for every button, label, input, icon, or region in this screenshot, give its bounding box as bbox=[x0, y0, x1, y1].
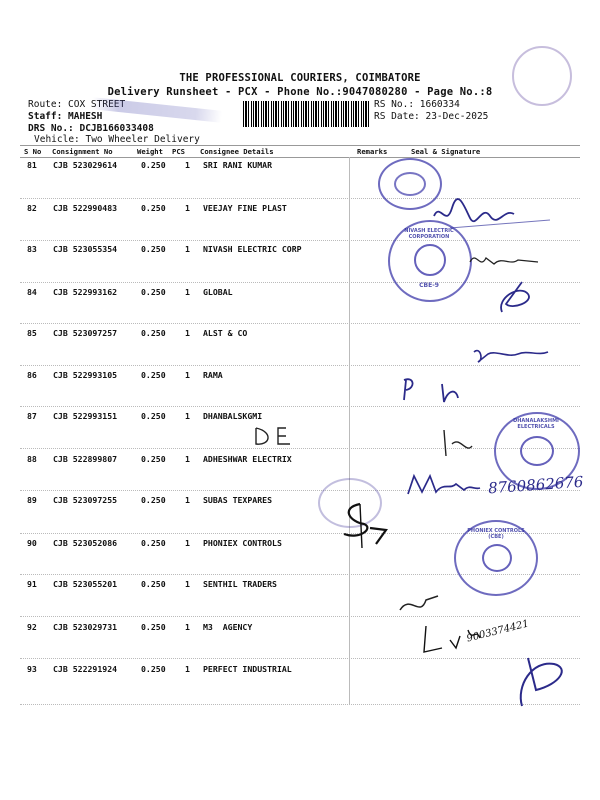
rs-number: RS No.: 1660334 bbox=[374, 99, 460, 110]
row-consignment: CJB 522990483 bbox=[53, 203, 118, 213]
col-seal: Seal & Signature bbox=[411, 147, 481, 156]
row-sno: 92 bbox=[27, 622, 37, 632]
row-sno: 93 bbox=[27, 664, 37, 674]
col-pcs: PCS bbox=[172, 147, 185, 156]
row-sno: 86 bbox=[27, 370, 37, 380]
row-weight: 0.250 bbox=[141, 579, 166, 589]
row-weight: 0.250 bbox=[141, 370, 166, 380]
row-pcs: 1 bbox=[185, 328, 190, 338]
signature-global bbox=[492, 278, 542, 318]
row-sno: 87 bbox=[27, 411, 37, 421]
row-pcs: 1 bbox=[185, 370, 190, 380]
row-weight: 0.250 bbox=[141, 328, 166, 338]
row-sno: 88 bbox=[27, 454, 37, 464]
row-pcs: 1 bbox=[185, 495, 190, 505]
signature-nivash bbox=[468, 248, 548, 272]
row-consignee: ADHESHWAR ELECTRIX bbox=[203, 454, 292, 464]
row-consignment: CJB 523097255 bbox=[53, 495, 118, 505]
row-consignment: CJB 523055201 bbox=[53, 579, 118, 589]
row-weight: 0.250 bbox=[141, 495, 166, 505]
row-consignment: CJB 523029731 bbox=[53, 622, 118, 632]
row-weight: 0.250 bbox=[141, 538, 166, 548]
phoniex-company-stamp bbox=[454, 520, 538, 596]
row-consignee: GLOBAL bbox=[203, 287, 233, 297]
row-consignee: M3 AGENCY bbox=[203, 622, 253, 632]
row-rule bbox=[20, 240, 580, 241]
row-pcs: 1 bbox=[185, 160, 190, 170]
table-row bbox=[0, 328, 600, 344]
col-consignment: Consignment No bbox=[52, 147, 113, 156]
row-consignment: CJB 523055354 bbox=[53, 244, 118, 254]
signature-alst bbox=[398, 344, 568, 414]
drs-number: DRS No.: DCJB166033408 bbox=[28, 123, 154, 134]
row-sno: 90 bbox=[27, 538, 37, 548]
row-weight: 0.250 bbox=[141, 244, 166, 254]
row-sno: 81 bbox=[27, 160, 37, 170]
row-weight: 0.250 bbox=[141, 664, 166, 674]
row-pcs: 1 bbox=[185, 622, 190, 632]
smudge-mark bbox=[92, 97, 223, 123]
handwritten-phone: 9003374421 bbox=[465, 618, 531, 645]
signature-subas bbox=[330, 500, 400, 550]
row-sno: 91 bbox=[27, 579, 37, 589]
row-consignment: CJB 522291924 bbox=[53, 664, 118, 674]
row-pcs: 1 bbox=[185, 287, 190, 297]
signature-mani bbox=[404, 470, 484, 500]
row-sno: 83 bbox=[27, 244, 37, 254]
row-consignee: SUBAS TEXPARES bbox=[203, 495, 273, 505]
handwritten-phone: 8760862676 bbox=[487, 472, 584, 498]
row-sno: 85 bbox=[27, 328, 37, 338]
row-weight: 0.250 bbox=[141, 454, 166, 464]
header-bottom-rule bbox=[20, 157, 580, 158]
stamp-text: PHONIEX CONTROLS (CBE) bbox=[467, 528, 525, 540]
row-consignment: CJB 522899807 bbox=[53, 454, 118, 464]
col-sno: S No bbox=[24, 147, 42, 156]
row-sno: 89 bbox=[27, 495, 37, 505]
row-consignee: SRI RANI KUMAR bbox=[203, 160, 273, 170]
row-consignee: PERFECT INDUSTRIAL bbox=[203, 664, 292, 674]
row-pcs: 1 bbox=[185, 203, 190, 213]
row-weight: 0.250 bbox=[141, 160, 166, 170]
corner-stamp bbox=[512, 46, 572, 106]
row-consignment: CJB 522993162 bbox=[53, 287, 118, 297]
row-pcs: 1 bbox=[185, 538, 190, 548]
row-rule bbox=[20, 658, 580, 659]
stamp-text: NIVASH ELECTRIC CORPORATION bbox=[404, 228, 454, 240]
col-weight: Weight bbox=[137, 147, 163, 156]
row-weight: 0.250 bbox=[141, 411, 166, 421]
signature-dhanbal bbox=[440, 426, 480, 462]
row-consignee: ALST & CO bbox=[203, 328, 248, 338]
row-consignee: SENTHIL TRADERS bbox=[203, 579, 277, 589]
rs-date: RS Date: 23-Dec-2025 bbox=[374, 111, 489, 122]
row-pcs: 1 bbox=[185, 411, 190, 421]
staff-label: Staff: MAHESH bbox=[28, 111, 103, 122]
table-row bbox=[0, 160, 600, 176]
nivash-company-stamp bbox=[388, 220, 472, 302]
row-consignment: CJB 523029614 bbox=[53, 160, 118, 170]
row-weight: 0.250 bbox=[141, 622, 166, 632]
signature-perfect bbox=[510, 650, 580, 710]
row-consignment: CJB 522993151 bbox=[53, 411, 118, 421]
row-consignment: CJB 523052086 bbox=[53, 538, 118, 548]
col-consignee: Consignee Details bbox=[200, 147, 274, 156]
row-consignee: VEEJAY FINE PLAST bbox=[203, 203, 287, 213]
company-title: THE PROFESSIONAL COURIERS, COIMBATORE bbox=[179, 72, 421, 84]
table-row bbox=[0, 495, 600, 511]
header-top-rule bbox=[20, 145, 580, 146]
runsheet-title: Delivery Runsheet - PCX - Phone No.:9047080280 - Page No.:8 bbox=[107, 86, 493, 98]
barcode bbox=[243, 101, 369, 127]
row-sno: 82 bbox=[27, 203, 37, 213]
row-pcs: 1 bbox=[185, 454, 190, 464]
handwritten-de bbox=[250, 424, 310, 448]
row-consignee: PHONIEX CONTROLS bbox=[203, 538, 282, 548]
col-remarks: Remarks bbox=[357, 147, 388, 156]
signature-senthil bbox=[396, 588, 446, 618]
row-pcs: 1 bbox=[185, 664, 190, 674]
row-rule bbox=[20, 704, 580, 705]
row-sno: 84 bbox=[27, 287, 37, 297]
row-consignee: RAMA bbox=[203, 370, 223, 380]
stamp-text: DHANALAKSHMI ELECTRICALS bbox=[513, 418, 559, 430]
row-weight: 0.250 bbox=[141, 287, 166, 297]
row-pcs: 1 bbox=[185, 579, 190, 589]
row-consignee: NIVASH ELECTRIC CORP bbox=[203, 244, 302, 254]
row-consignment: CJB 523097257 bbox=[53, 328, 118, 338]
row-pcs: 1 bbox=[185, 244, 190, 254]
row-rule bbox=[20, 616, 580, 617]
row-rule bbox=[20, 323, 580, 324]
row-consignee: DHANBALSKGMI bbox=[203, 411, 263, 421]
row-weight: 0.250 bbox=[141, 203, 166, 213]
row-consignment: CJB 522993105 bbox=[53, 370, 118, 380]
vehicle-label: Vehicle: Two Wheeler Delivery bbox=[34, 134, 200, 145]
stamp-text: CBE-9 bbox=[419, 282, 439, 289]
route-label: Route: COX STREET bbox=[28, 99, 126, 110]
